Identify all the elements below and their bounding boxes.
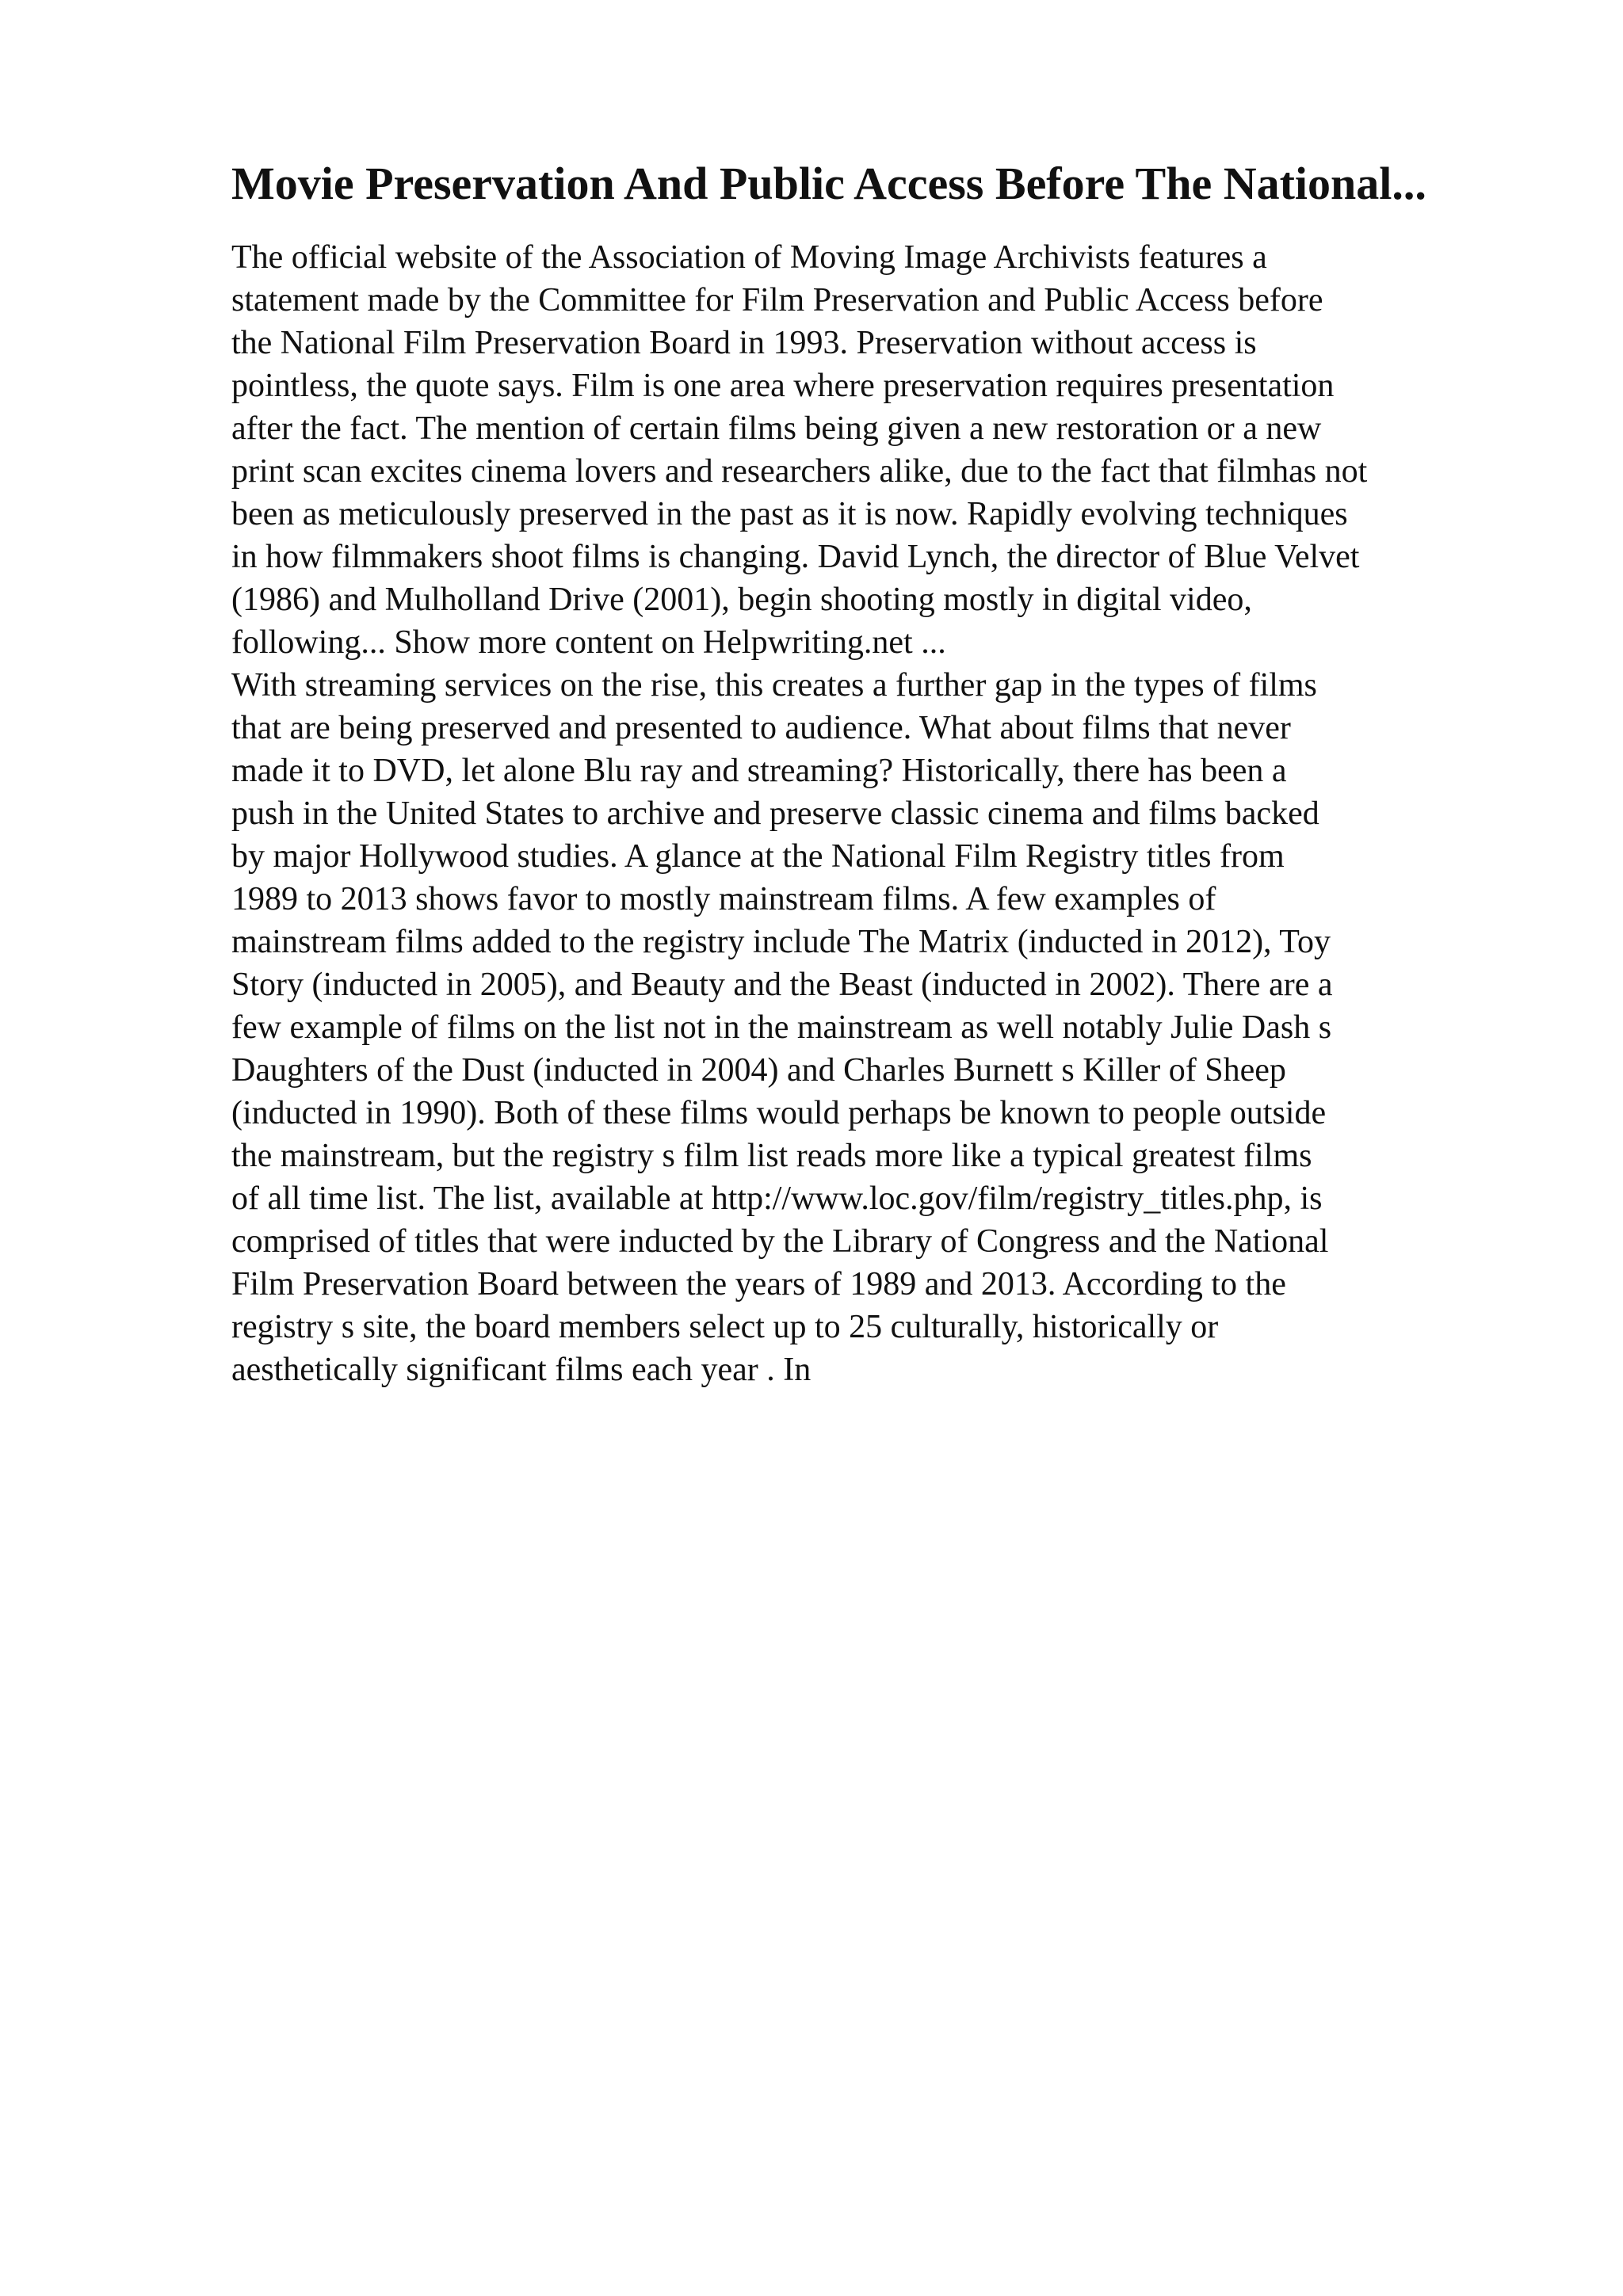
- paragraph-line: been as meticulously preserved in the past as it is now. Rapidly evolving techniques: [231, 496, 1348, 532]
- paragraph-line: 1989 to 2013 shows favor to mostly mainstream films. A few examples of: [231, 881, 1216, 917]
- paragraph-line: comprised of titles that were inducted by the Library of Congress and the National: [231, 1223, 1329, 1260]
- paragraph-line: by major Hollywood studies. A glance at the National Film Registry titles from: [231, 838, 1285, 875]
- paragraph-line: in how filmmakers shoot films is changing. David Lynch, the director of Blue Velvet: [231, 539, 1360, 575]
- paragraph-line: made it to DVD, let alone Blu ray and streaming? Historically, there has been a: [231, 753, 1287, 789]
- paragraph-line: few example of films on the list not in the mainstream as well notably Julie Dash s: [231, 1009, 1332, 1046]
- paragraph-line: print scan excites cinema lovers and researchers alike, due to the fact that filmhas not: [231, 453, 1368, 490]
- paragraph-line: of all time list. The list, available at http://www.loc.gov/film/registry_titles.php, is: [231, 1180, 1323, 1217]
- paragraph-line: (1986) and Mulholland Drive (2001), begin shooting mostly in digital video,: [231, 582, 1252, 618]
- paragraph-line: push in the United States to archive and preserve classic cinema and films backed: [231, 795, 1319, 832]
- paragraph-line: aesthetically significant films each year . In: [231, 1352, 812, 1388]
- paragraph-line: statement made by the Committee for Film Preservation and Public Access before: [231, 282, 1323, 318]
- paragraph-1: [231, 236, 1547, 664]
- paragraph-line: With streaming services on the rise, this creates a further gap in the types of films: [231, 667, 1317, 704]
- paragraph-line: Daughters of the Dust (inducted in 2004) and Charles Burnett s Killer of Sheep: [231, 1052, 1286, 1089]
- document-title: Movie Preservation And Public Access Before The National...: [231, 158, 1426, 209]
- paragraph-line: The official website of the Association of Moving Image Archivists features a: [231, 239, 1267, 276]
- paragraph-line: Film Preservation Board between the years of 1989 and 2013. According to the: [231, 1266, 1286, 1302]
- document-content: [231, 151, 1547, 1391]
- paragraph-line: Story (inducted in 2005), and Beauty and the Beast (inducted in 2002). There are a: [231, 967, 1333, 1003]
- paragraph-line: mainstream films added to the registry include The Matrix (inducted in 2012), Toy: [231, 924, 1331, 960]
- paragraph-line: (inducted in 1990). Both of these films would perhaps be known to people outside: [231, 1095, 1327, 1131]
- paragraph-line: the National Film Preservation Board in 1993. Preservation without access is: [231, 325, 1257, 361]
- paragraph-line: registry s site, the board members select up to 25 culturally, historically or: [231, 1309, 1219, 1345]
- paragraph-line: after the fact. The mention of certain films being given a new restoration or a new: [231, 410, 1322, 447]
- paragraph-2: [231, 664, 1547, 1391]
- paragraph-line: the mainstream, but the registry s film list reads more like a typical greatest films: [231, 1138, 1312, 1174]
- paragraph-line: that are being preserved and presented to audience. What about films that never: [231, 710, 1291, 746]
- paragraph-line: pointless, the quote says. Film is one area where preservation requires presentation: [231, 368, 1335, 404]
- paragraph-line: following... Show more content on Helpwriting.net ...: [231, 624, 946, 661]
